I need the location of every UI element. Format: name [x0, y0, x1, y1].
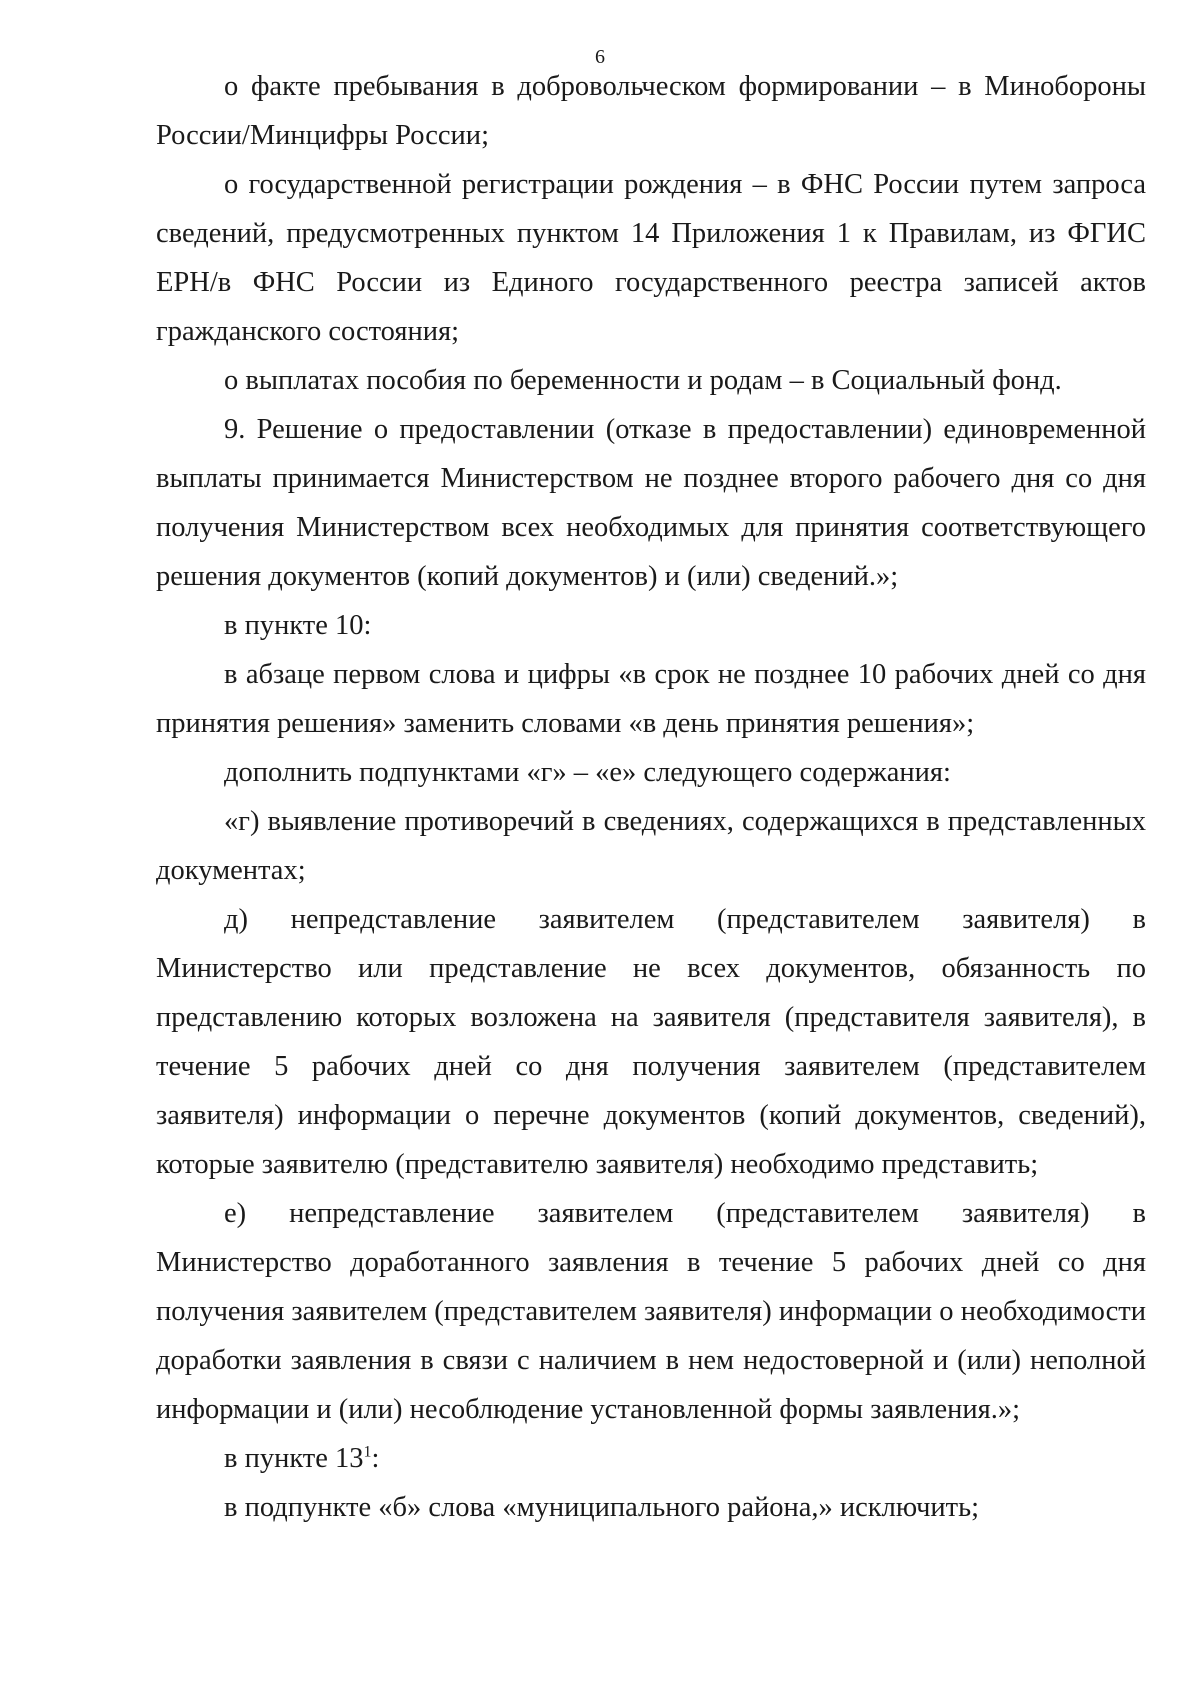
paragraph: е) непредставление заявителем (представителем заявителя) в Министерство доработанного заявления в течение 5 рабочих дней со дня получения заявителем (представителем заявителя) информации о необходимости доработки заявления в связи с наличием в нем недостоверной и (или) неполной информации и (или) несоблюдение установленной формы заявления.»; — [156, 1198, 1146, 1425]
paragraph — [156, 1434, 1146, 1483]
paragraph: 9. Решение о предоставлении (отказе в предоставлении) единовременной выплаты принимается Министерством не позднее второго рабочего дня со дня получения Министерством всех необходимых для принятия соответствующего решения документов (копий документов) и (или) сведений.»; — [156, 414, 1146, 592]
paragraph-text: в пункте 13 — [224, 1443, 364, 1474]
document-body — [156, 62, 1146, 1532]
paragraph: в подпункте «б» слова «муниципального района,» исключить; — [224, 1492, 980, 1523]
paragraph: д) непредставление заявителем (представителем заявителя) в Министерство или представление не всех документов, обязанность по представлению которых возложена на заявителя (представителя заявителя), в течение 5 рабочих дней со дня получения заявителем (представителем заявителя) информации о перечне документов (копий документов, сведений), которые заявителю (представителю заявителя) необходимо представить; — [156, 904, 1146, 1180]
paragraph: о выплатах пособия по беременности и родам – в Социальный фонд. — [224, 365, 1062, 396]
paragraph: «г) выявление противоречий в сведениях, содержащихся в представленных документах; — [156, 806, 1146, 886]
paragraph: о факте пребывания в добровольческом формировании – в Минобороны России/Минцифры России; — [156, 71, 1146, 151]
paragraph-tail: : — [371, 1443, 380, 1474]
superscript: 1 — [363, 1443, 372, 1461]
paragraph: в пункте 10: — [224, 610, 372, 641]
page-number: 6 — [595, 46, 605, 68]
paragraph: о государственной регистрации рождения – в ФНС России путем запроса сведений, предусмотренных пунктом 14 Приложения 1 к Правилам, из ФГИС ЕРН/в ФНС России из Единого государственного реестра записей актов гражданского состояния; — [156, 169, 1146, 347]
paragraph: дополнить подпунктами «г» – «е» следующего содержания: — [224, 757, 951, 788]
paragraph: в абзаце первом слова и цифры «в срок не позднее 10 рабочих дней со дня принятия решения» заменить словами «в день принятия решения»; — [156, 659, 1146, 739]
